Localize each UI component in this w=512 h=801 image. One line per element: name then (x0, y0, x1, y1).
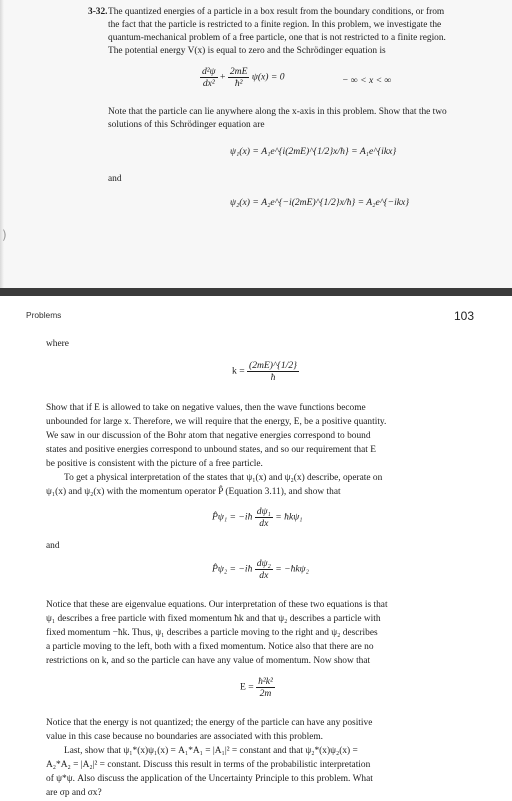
problem-line-1: The quantized energies of a particle in a box result from the boundary conditions, or from (108, 7, 445, 17)
para3-line-1: Notice that these are eigenvalue equations. Our interpretation of these two equations is that (46, 600, 388, 610)
para1-line-5: be positive is consistent with the picture of a free particle. (46, 459, 263, 469)
page-fold-mark: ) (2, 228, 7, 242)
momentum-eq-1: P̂ψ₁ = −iħ $\frac{\text{dψ₁}}{dx}$ = ħkψ₁ (212, 506, 303, 529)
running-header-section: Problems (26, 310, 62, 320)
page-number: 103 (454, 309, 475, 323)
problem-line-4: The potential energy V(x) is equal to zero and the Schrödinger equation is (108, 46, 386, 56)
para2-line-2: ψ₁(x) and ψ₂(x) with the momentum operator P̂ (Equation 3.11), and show that (46, 487, 341, 497)
problem-line-3: quantum-mechanical problem of a free particle, one that is not restricted to a finite region. (108, 33, 446, 43)
energy-fraction: $\frac{2mE}{\text{ħ²}}$ (229, 66, 248, 89)
para1-line-2: unbounded for large x. Therefore, we will require that the energy, E, be a positive quantity. (46, 417, 387, 427)
energy-equation: E = $\frac{\text{ħ²k²}}{2m}$ (240, 676, 273, 699)
problem-line-2: the fact that the particle is restricted to a finite region. In this problem, we investigate the (108, 20, 442, 30)
para5-line-1: Last, show that ψ₁*(x)ψ₁(x) = A₁*A₁ = |A₁|² = constant and that ψ₂*(x)ψ₂(x) = (64, 746, 358, 756)
previous-page-fragment (0, 0, 512, 288)
para1-line-3: We saw in our discussion of the Bohr atom that negative energies correspond to bound (46, 431, 371, 441)
and-word-2: and (46, 541, 60, 551)
schrodinger-equation: $\frac{\text{d²ψ}}{\text{dx²}}$ + $\frac{2mE}{\text{ħ²}}$ ψ(x) = 0 (202, 66, 285, 89)
para3-line-5: restrictions on k, and so the particle can have any value of momentum. Now show that (46, 656, 371, 666)
para3-line-4: a particle moving to the left, both with a fixed momentum. Notice also that there are no (46, 642, 374, 652)
k-fraction: $\frac{(2mE)\^{}\{1/2\}}{ħ}$ (249, 360, 297, 383)
second-derivative-fraction: $\frac{\text{d²ψ}}{\text{dx²}}$ (202, 66, 216, 89)
para4-line-1: Notice that the energy is not quantized; the energy of the particle can have any positive (46, 718, 373, 728)
and-word: and (108, 174, 122, 184)
momentum-eq-2: P̂ψ₂ = −iħ $\frac{\text{dψ₂}}{dx}$ = −ħkψ₂ (212, 558, 309, 581)
para5-line-3: of ψ*ψ. Also discuss the application of the Uncertainty Principle to this problem. What (46, 774, 373, 784)
para3-line-3: fixed momentum −ħk. Thus, ψ₁ describes a particle moving to the right and ψ₂ describes (46, 628, 378, 638)
domain-condition: − ∞ < x < ∞ (342, 75, 392, 86)
para3-line-2: ψ₁ describes a free particle with fixed momentum ħk and that ψ₂ describes a particle with (46, 614, 381, 624)
psi1-solution: ψ₁(x) = A₁e^{i(2mE)^{1/2}x/ħ} = A₁e^{ikx} (230, 146, 397, 157)
psi2-solution: ψ₂(x) = A₂e^{−i(2mE)^{1/2}x/ħ} = A₂e^{−ikx} (230, 197, 410, 208)
note-line-1: Note that the particle can lie anywhere along the x-axis in this problem. Show that the two (108, 107, 447, 117)
k-definition: k = $\frac{(2mE)\^{}\{1/2\}}{ħ}$ (232, 360, 297, 383)
page-103 (0, 296, 512, 801)
para1-line-4: states and positive energies correspond to unbound states, and so our requirement that E (46, 445, 376, 455)
para1-line-1: Show that if E is allowed to take on negative values, then the wave functions become (46, 403, 366, 413)
where-word: where (46, 339, 69, 349)
para5-line-2: A₂*A₂ = |A₂|² = constant. Discuss this result in terms of the probabilistic interpretation (46, 760, 371, 770)
problem-number: 3-32. (88, 7, 108, 17)
para4-line-2: value in this case because no boundaries are associated with this problem. (46, 732, 323, 742)
page-edge-shadow (0, 0, 7, 288)
para2-line-1: To get a physical interpretation of the states that ψ₁(x) and ψ₂(x) describe, operate on (64, 473, 383, 483)
para5-line-4: are σp and σx? (46, 788, 102, 798)
page-separator (0, 288, 512, 296)
note-line-2: solutions of this Schrödinger equation are (108, 120, 265, 130)
